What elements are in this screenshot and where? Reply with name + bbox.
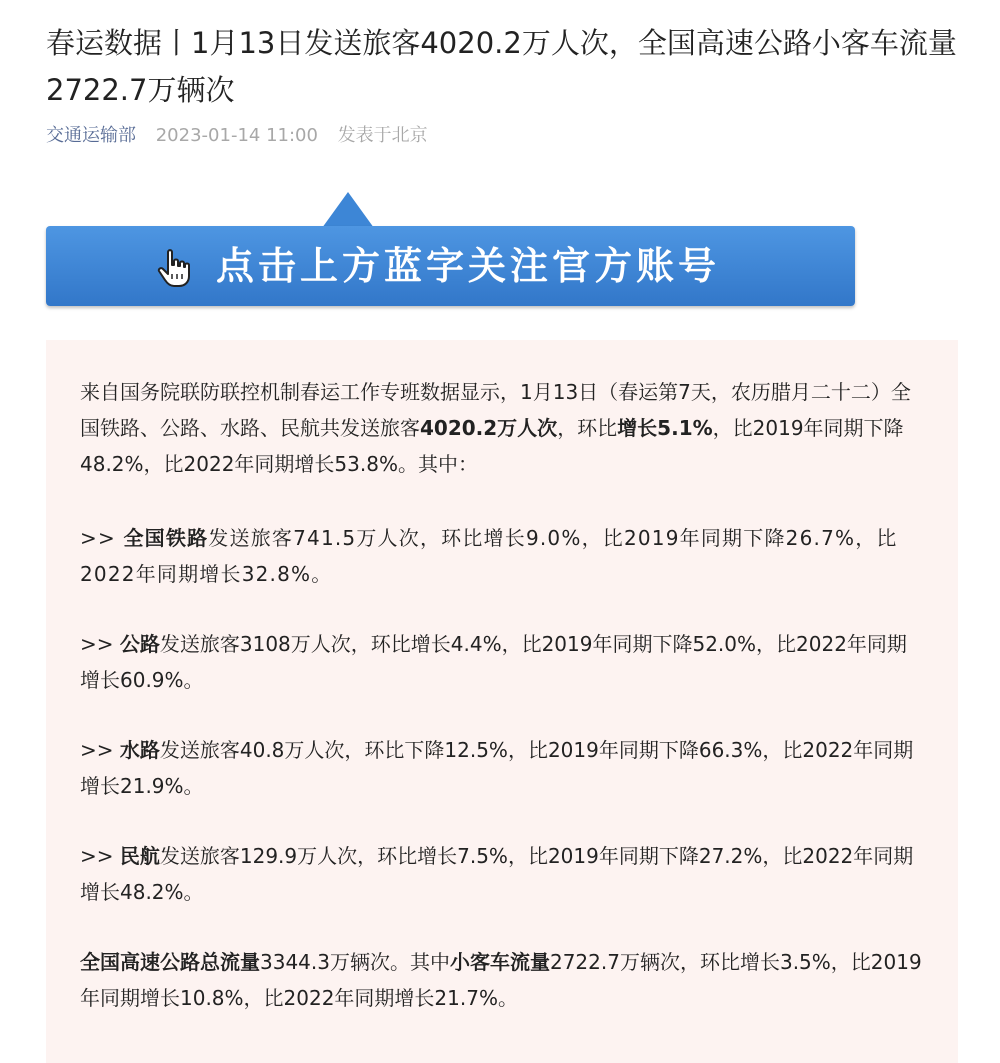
author-link[interactable]: 交通运输部 (46, 125, 136, 146)
hand-pointer-icon (156, 248, 192, 288)
content-box (46, 340, 958, 1063)
expressway-text-2: 2722.7万辆次，环比增长3.5%，比2019年同期增长10.8%，比2022年同期增长21.7%。 (80, 950, 922, 1010)
list-marker: >> (80, 632, 120, 656)
list-marker: >> (80, 844, 120, 868)
summary-text-3: ，比2019年同期下降48.2%，比2022年同期增长53.8%。其中： (80, 416, 904, 476)
railway-paragraph (80, 520, 926, 592)
highway-label: 公路 (119, 632, 160, 656)
list-marker: >> (80, 526, 124, 550)
waterway-paragraph (80, 732, 926, 804)
total-passengers: 4020.2万人次 (420, 416, 558, 440)
aviation-text: 发送旅客129.9万人次，环比增长7.5%，比2019年同期下降27.2%，比2022年同期增长48.2%。 (80, 844, 914, 904)
follow-banner[interactable] (46, 192, 855, 308)
aviation-label: 民航 (119, 844, 160, 868)
aviation-paragraph (80, 838, 926, 910)
waterway-text: 发送旅客40.8万人次，环比下降12.5%，比2019年同期下降66.3%，比2022年同期增长21.9%。 (80, 738, 914, 798)
highway-paragraph (80, 626, 926, 698)
highway-text: 发送旅客3108万人次，环比增长4.4%，比2019年同期下降52.0%，比2022年同期增长60.9%。 (80, 632, 907, 692)
publish-location: 发表于北京 (337, 125, 428, 146)
railway-label: 全国铁路 (123, 526, 209, 550)
list-marker: >> (80, 738, 120, 762)
publish-date: 2023-01-14 11:00 (155, 125, 318, 146)
summary-paragraph (80, 374, 926, 482)
car-flow-label: 小客车流量 (449, 950, 550, 974)
expressway-paragraph (80, 944, 926, 1016)
growth-rate: 增长5.1% (617, 416, 713, 440)
follow-banner-text: 点击上方蓝字关注官方账号 (216, 244, 721, 288)
article-meta (46, 122, 428, 150)
summary-text-1: 来自国务院联防联控机制春运工作专班数据显示，1月13日（春运第7天，农历腊月二十二）全国铁路、公路、水路、民航共发送旅客 (80, 380, 911, 440)
follow-banner-body[interactable] (46, 226, 855, 306)
expressway-total-label: 全国高速公路总流量 (80, 950, 260, 974)
up-arrow-icon (322, 192, 374, 228)
article-title: 春运数据丨1月13日发送旅客4020.2万人次，全国高速公路小客车流量2722.7万辆次 (46, 26, 957, 107)
waterway-label: 水路 (119, 738, 160, 762)
expressway-text-1: 3344.3万辆次。其中 (260, 950, 450, 974)
railway-text: 发送旅客741.5万人次，环比增长9.0%，比2019年同期下降26.7%，比2022年同期增长32.8%。 (80, 526, 898, 586)
summary-text-2: ，环比 (557, 416, 618, 440)
